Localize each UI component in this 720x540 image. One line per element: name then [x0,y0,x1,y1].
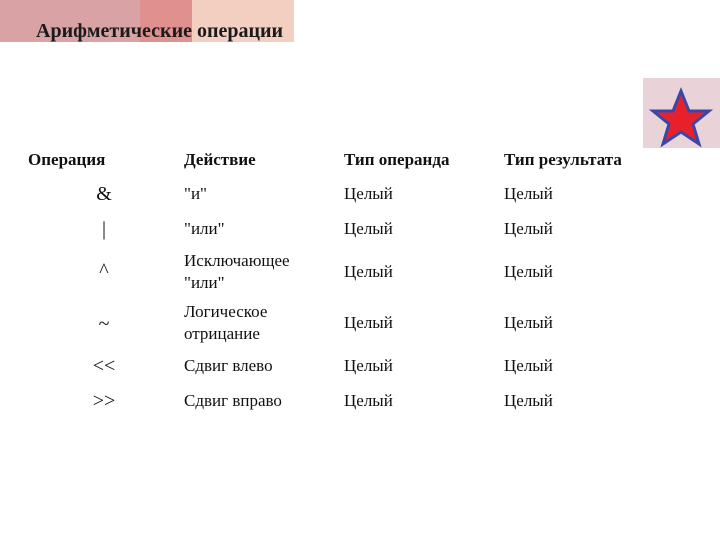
star-badge [643,78,720,148]
row-4-result: Целый [504,313,553,332]
row-2-operand: Целый [344,219,393,238]
header-operation: Операция [28,150,106,169]
header-result-type: Тип результата [504,150,622,169]
row-3-result: Целый [504,262,553,281]
row-5-operand: Целый [344,356,393,375]
row-4-action: Логическое отрицание [184,302,268,343]
header-action: Действие [184,150,256,169]
row-3-operand: Целый [344,262,393,281]
row-5-action: Сдвиг влево [184,356,273,375]
row-5-result: Целый [504,356,553,375]
row-1-action: "и" [184,184,207,203]
header-operand-type: Тип операнда [344,150,450,169]
row-6-result: Целый [504,391,553,410]
row-1-operand: Целый [344,184,393,203]
row-1-operation: & [96,183,112,205]
star-icon [643,78,720,148]
row-1-result: Целый [504,184,553,203]
row-4-operation: ~ [98,313,110,335]
row-2-operation: | [101,218,106,240]
row-3-operation: ^ [99,260,109,282]
row-6-operand: Целый [344,391,393,410]
row-4-operand: Целый [344,313,393,332]
row-2-result: Целый [504,219,553,238]
row-5-operation: << [92,355,116,377]
row-2-action: "или" [184,219,225,238]
row-6-operation: >> [92,390,116,412]
row-3-action: Исключающее "или" [184,251,290,292]
row-6-action: Сдвиг вправо [184,391,282,410]
page-title: Арифметические операции [36,20,284,42]
